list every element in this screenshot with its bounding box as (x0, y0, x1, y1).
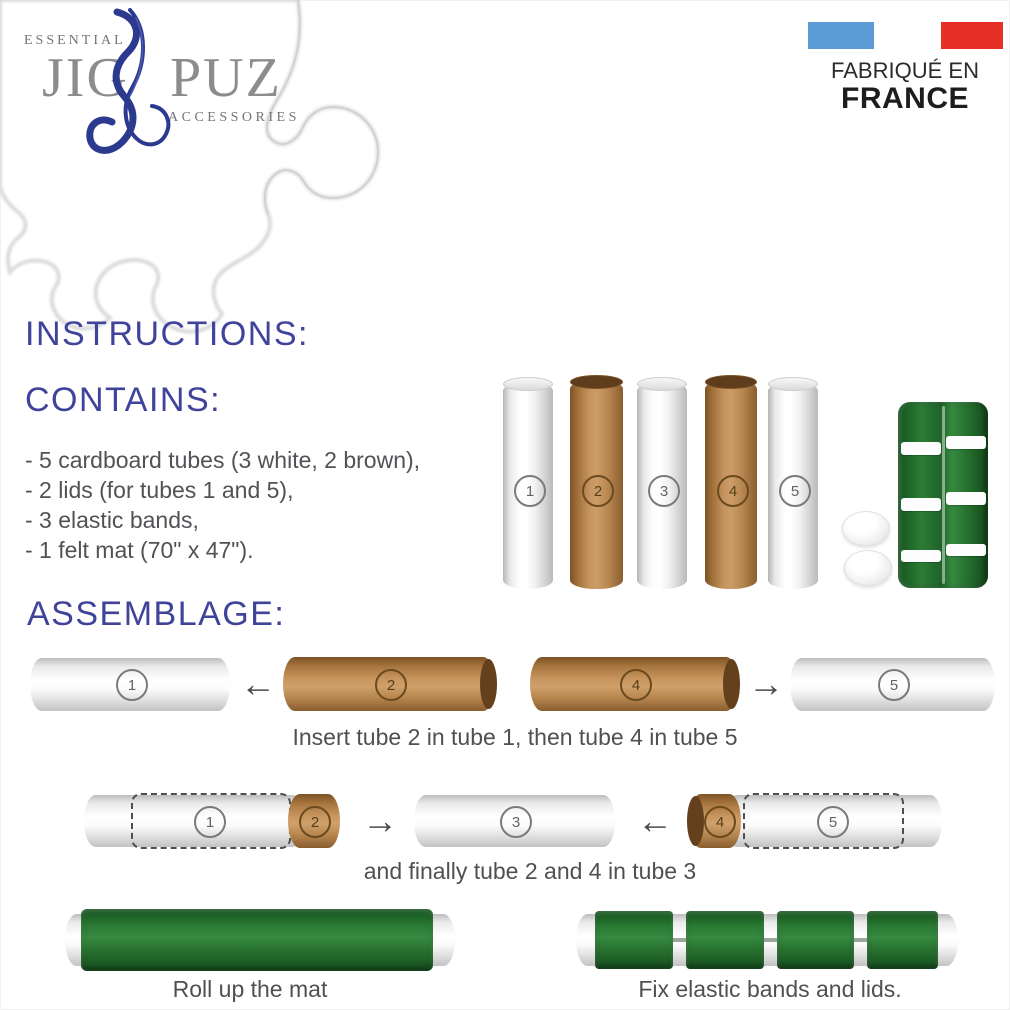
arrow-left-icon: ← (240, 663, 276, 704)
row2-tube-2-in-1 (84, 795, 340, 847)
instructions-heading: INSTRUCTIONS: (25, 315, 309, 353)
mat-wrap (81, 909, 433, 971)
rolled-mat-on-tube (65, 912, 455, 968)
row2-tube-4-in-5 (689, 795, 942, 847)
tube-opening (687, 796, 704, 846)
contains-item-2: - 2 lids (for tubes 1 and 5), (25, 477, 294, 503)
tube-opening (723, 659, 740, 709)
tube-number-badge: 4 (717, 475, 749, 507)
contains-item-1: - 5 cardboard tubes (3 white, 2 brown), (25, 447, 421, 473)
tube-number-badge: 1 (194, 806, 226, 838)
row3-left-caption: Roll up the mat (172, 976, 328, 1002)
elastic-band-gap (764, 938, 777, 942)
tube-opening (705, 375, 757, 389)
row3-right-caption: Fix elastic bands and lids. (638, 976, 902, 1002)
mat-with-bands-and-lids (576, 914, 958, 966)
tube-number-badge: 2 (375, 669, 407, 701)
arrow-right-icon: → (362, 800, 398, 841)
tube-number-badge: 4 (620, 669, 652, 701)
tube-number-badge: 3 (500, 806, 532, 838)
elastic-band-gap (673, 938, 686, 942)
tube-number-badge: 5 (779, 475, 811, 507)
row1-tube-5 (790, 658, 995, 711)
contains-heading: CONTAINS: (25, 381, 222, 419)
elastic-band-gap (854, 938, 867, 942)
mat-section (686, 911, 764, 969)
mat-seam (942, 406, 945, 584)
tube-number-badge: 5 (878, 669, 910, 701)
arrow-right-icon: → (748, 663, 784, 704)
rolled-mat (898, 402, 988, 588)
elastic-band (946, 544, 986, 556)
mat-section (777, 911, 854, 969)
assemblage-heading: ASSEMBLAGE: (27, 595, 286, 633)
tube-number-badge: 1 (116, 669, 148, 701)
lid-1 (842, 511, 890, 546)
arrow-left-icon: ← (637, 800, 673, 841)
lid-2 (844, 550, 892, 586)
logo-essential-text: ESSENTIAL (24, 33, 126, 48)
contains-item-4: - 1 felt mat (70" x 47"). (25, 537, 254, 563)
row2-tube-2-end (288, 794, 340, 848)
tube-cap (503, 377, 553, 391)
flag-blue-stripe (808, 22, 874, 49)
tube-3-vertical (637, 382, 687, 589)
made-in-line2: FRANCE (841, 82, 969, 115)
elastic-band (946, 492, 986, 505)
mat-section (867, 911, 938, 969)
elastic-band (946, 436, 986, 449)
row1-tube-4 (530, 657, 738, 711)
row2-tube-4-end (689, 794, 741, 848)
tube-opening (570, 375, 623, 389)
tube-cap (637, 377, 687, 391)
tube-4-vertical (705, 380, 757, 589)
logo-jig-text: JIG (42, 47, 129, 109)
logo-puz-text: PUZ (170, 47, 282, 109)
elastic-band (901, 550, 941, 562)
tube-5-vertical (768, 382, 818, 589)
made-in-line1: FABRIQUÉ EN (831, 58, 979, 83)
row1-tube-2 (283, 657, 495, 711)
tube-1-vertical (503, 382, 553, 589)
elastic-band (901, 498, 941, 511)
contains-item-3: - 3 elastic bands, (25, 507, 199, 533)
tube-number-badge: 5 (817, 806, 849, 838)
elastic-band (901, 442, 941, 455)
tube-2-vertical (570, 380, 623, 589)
tube-number-badge: 2 (299, 806, 331, 838)
tube-number-badge: 3 (648, 475, 680, 507)
row1-tube-1 (30, 658, 230, 711)
logo-swirl-icon (84, 6, 184, 178)
tube-opening (480, 659, 497, 709)
tube-number-badge: 1 (514, 475, 546, 507)
row2-tube-3 (414, 795, 615, 847)
tube-number-badge: 2 (582, 475, 614, 507)
row2-caption: and finally tube 2 and 4 in tube 3 (363, 858, 697, 884)
mat-section (595, 911, 673, 969)
tube-number-badge: 4 (704, 806, 736, 838)
logo-accessories-text: ACCESSORIES (168, 110, 300, 125)
tube-cap (768, 377, 818, 391)
flag-red-stripe (941, 22, 1003, 49)
row1-caption: Insert tube 2 in tube 1, then tube 4 in tube 5 (292, 724, 738, 750)
